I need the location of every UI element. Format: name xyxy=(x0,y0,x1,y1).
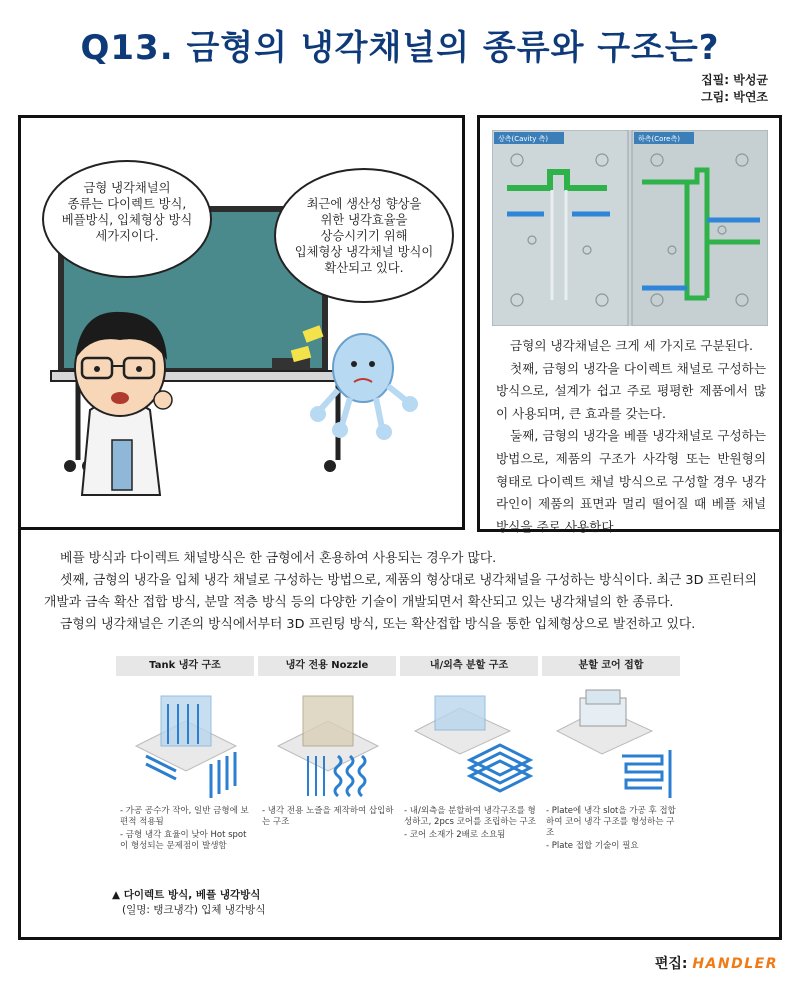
note: - 내/외측을 분할하여 냉각구조를 형성하고, 2pcs 코어를 조립하는 구조 xyxy=(404,806,536,827)
bubble-line: 최근에 생산성 향상을 xyxy=(306,197,422,211)
right-column-text xyxy=(496,335,766,538)
note: - 냉각 전용 노즐을 제작하여 삽입하는 구조 xyxy=(262,806,394,827)
credits xyxy=(701,72,768,106)
speech-bubble-scientist xyxy=(42,160,212,278)
bubble-line: 세가지이다. xyxy=(95,229,159,243)
sticky-note xyxy=(302,325,323,342)
paragraph: 첫째, 금형의 냉각을 다이렉트 채널로 구성하는 방식으로, 설계가 쉽고 주로 평평한 제품에서 많이 사용되며, 큰 효과를 갖는다. xyxy=(496,360,766,421)
note: - 가공 공수가 작아, 일반 금형에 보편적 적용됨 xyxy=(120,806,249,827)
bubble-line: 입체형상 냉각채널 방식이 xyxy=(294,245,434,259)
paragraph: 셋째, 금형의 냉각을 입체 냉각 채널로 구성하는 방법으로, 제품의 형상대로 냉각채널을 구성하는 방식이다. 최근 3D 프린터의 개발과 금속 확산 접합 방식, 분말 적층 방식 등의 다양한 기술이 개발되면서 확산되고 있는 냉각채널의 한 종류다. xyxy=(44,573,757,610)
bubble-line: 베플방식, 입체형상 방식 xyxy=(61,213,193,227)
note: - Plate 접합 기술이 필요 xyxy=(546,841,639,851)
wheel xyxy=(64,460,76,472)
paragraph: 둘째, 금형의 냉각을 베플 냉각채널로 구성하는 방법으로, 제품의 구조가 사각형 또는 반원형의 형태로 다이렉트 채널 방식으로 구성할 경우 냉각라인이 제품의 표면과 멀리 떨어질 때 베플 채널 방식을 주로 사용한다. xyxy=(496,428,766,534)
column-notes xyxy=(120,806,254,854)
page-title: Q13. 금형의 냉각채널의 종류와 구조는? xyxy=(80,28,720,68)
droplet-mascot xyxy=(333,334,393,402)
note: - Plate에 냉각 slot을 가공 후 접합하여 코어 냉각 구조를 형성하는 구조 xyxy=(546,806,676,838)
note: - 코어 소재가 2배로 소요됨 xyxy=(404,830,506,840)
bubble-line: 위한 냉각효율을 xyxy=(320,213,408,227)
caption-line: (일명: 탱크냉각) 입체 냉각방식 xyxy=(122,904,266,916)
column-notes xyxy=(262,806,396,830)
caption-line: ▲ 다이렉트 방식, 베플 냉각방식 xyxy=(112,889,261,901)
paragraph: 베플 방식과 다이렉트 채널방식은 한 금형에서 혼용하여 사용되는 경우가 많다. xyxy=(60,551,497,566)
note: - 금형 냉각 효율이 낮아 Hot spot이 형성되는 문제점이 발생함 xyxy=(120,830,247,851)
diagram-column-nozzle xyxy=(258,656,398,884)
cavity-side-label: 상측(Cavity 측) xyxy=(498,135,549,143)
column-header: 내/외측 분할 구조 xyxy=(400,656,540,676)
editor-brand-logo: HANDLER xyxy=(692,956,778,972)
column-header: 냉각 전용 Nozzle xyxy=(258,656,398,676)
cartoon-illustration xyxy=(20,290,460,522)
split-structure-illustration xyxy=(400,676,540,806)
bubble-line: 상승시키기 위해 xyxy=(320,229,408,243)
paragraph: 금형의 냉각채널은 기존의 방식에서부터 3D 프린팅 방식, 또는 확산접합 방식을 통한 입체형상으로 발전하고 있다. xyxy=(60,617,696,632)
tank-structure-illustration xyxy=(116,676,256,806)
eraser xyxy=(272,358,310,370)
speech-bubble-droplet xyxy=(274,168,454,303)
bubble-line: 확산되고 있다. xyxy=(324,261,404,275)
mouth xyxy=(111,392,129,404)
editor-label: 편집: xyxy=(654,956,688,972)
bubble-line: 종류는 다이렉트 방식, xyxy=(67,197,187,211)
artist-credit: 그림: 박연조 xyxy=(701,90,768,104)
mold-cooling-photo xyxy=(492,130,768,326)
nozzle-structure-illustration xyxy=(258,676,398,806)
diagram-column-split xyxy=(400,656,540,884)
writer-credit: 집필: 박성균 xyxy=(701,73,768,87)
wheel xyxy=(324,460,336,472)
paragraph: 금형의 냉각채널은 크게 세 가지로 구분된다. xyxy=(510,338,753,353)
column-header: 분할 코어 접합 xyxy=(542,656,682,676)
column-header: Tank 냉각 구조 xyxy=(116,656,256,676)
diagram-column-tank xyxy=(116,656,256,884)
figure-caption xyxy=(112,888,265,918)
bubble-line: 금형 냉각채널의 xyxy=(83,181,171,195)
hand xyxy=(154,391,172,409)
diagram-column-bonded xyxy=(542,656,682,884)
bonded-core-illustration xyxy=(542,676,682,806)
main-body-text xyxy=(44,548,759,636)
cooling-structure-diagram xyxy=(116,656,684,896)
column-notes xyxy=(546,806,680,854)
editor-credit xyxy=(655,953,778,973)
core-side-label: 하측(Core측) xyxy=(638,135,680,143)
column-notes xyxy=(404,806,538,843)
